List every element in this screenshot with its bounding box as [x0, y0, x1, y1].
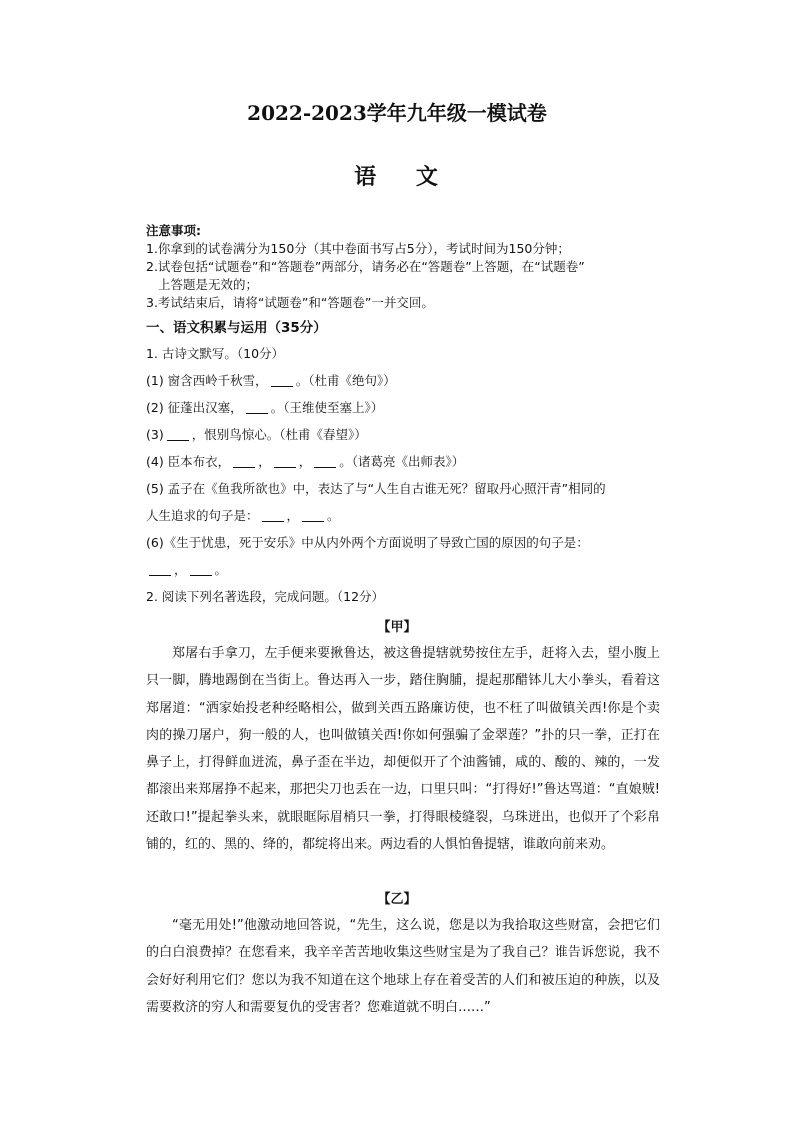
answer-blank[interactable]: [190, 561, 212, 576]
q1-line-6: (6)《生于忧患，死于安乐》中从内外两个方面说明了导致亡国的原因的句子是：: [146, 535, 589, 550]
question-2-stem: 2. 阅读下列名著选段，完成问题。（12分）: [146, 589, 385, 604]
notes-item-2-cont: 上答题是无效的；: [158, 277, 259, 292]
passage-yi-label: 【乙】: [377, 892, 417, 907]
passage-jia-label: 【甲】: [377, 620, 417, 635]
question-1-stem: 1. 古诗文默写。（10分）: [146, 346, 285, 361]
exam-title: 2022-2023学年九年级一模试卷: [247, 101, 547, 125]
q1-line-5: (5) 孟子在《鱼我所欲也》中，表达了与“人生自古谁无死？留取丹心照汗青”相同的: [146, 481, 606, 496]
q1-line-4: (4) 臣本布衣， ， ， 。（诸葛亮《出师表》）: [146, 454, 465, 469]
passage-yi: “毫无用处!”他激动地回答说，“先生，这么说，您是以为我拾取这些财富，会把它们的白白浪费掉？在您看来，我辛辛苦苦地收集这些财宝是为了我自己？谁告诉您说，我不会好好利用它们？您以为我不知道在这个地球上存在着受苦的人们和被压迫的种族，以及需要救济的穷人和需要复仇的受害者？您难道就不明白……”: [146, 918, 660, 1015]
answer-blank[interactable]: [314, 453, 336, 468]
answer-blank[interactable]: [149, 561, 171, 576]
answer-blank[interactable]: [233, 453, 255, 468]
answer-blank[interactable]: [271, 372, 293, 387]
answer-blank[interactable]: [262, 507, 284, 522]
passage-jia: 郑屠右手拿刀，左手便来要揪鲁达，被这鲁提辖就势按住左手，赶将入去，望小腹上只一脚，腾地踢倒在当街上。鲁达再入一步，踏住胸脯，提起那醋钵儿大小拳头，看着这郑屠道：“洒家始投老种经略相公，做到关西五路廉访使，也不枉了叫做镇关西!你是个卖肉的操刀屠户，狗一般的人，也叫做镇关西!你如何强骗了金翠莲？”扑的只一拳，正打在鼻子上，打得鲜血迸流，鼻子歪在半边，却便似开了个油酱铺，咸的、酸的、辣的，一发都滚出来郑屠挣不起来，那把尖刀也丢在一边，口里只叫：“打得好!”鲁达骂道：“直娘贼!还敢口!”提起拳头来，就眼眶际眉梢只一拳，打得眼棱缝裂，乌珠迸出，也似开了个彩帛铺的，红的、黑的、绛的，都绽将出来。两边看的人惧怕鲁提辖，谁敢向前来劝。: [146, 646, 660, 853]
notes-item-2: 2.试卷包括“试题卷”和“答题卷”两部分，请务必在“答题卷”上答题，在“试题卷”: [146, 259, 585, 274]
answer-blank[interactable]: [246, 399, 268, 414]
subject-char-2: 文: [415, 164, 440, 190]
answer-blank[interactable]: [302, 507, 324, 522]
subject-char-1: 语: [354, 164, 379, 190]
q1-line-3: (3) ，恨别鸟惊心。（杜甫《春望》）: [146, 427, 367, 442]
answer-blank[interactable]: [274, 453, 296, 468]
section-1-title: 一、语文积累与运用（35分）: [146, 320, 327, 336]
q1-line-1: (1) 窗含西岭千秋雪， 。（杜甫《绝句》）: [146, 373, 396, 388]
notes-heading: 注意事项:: [146, 223, 201, 238]
notes-item-3: 3.考试结束后，请将“试题卷”和“答题卷”一并交回。: [146, 295, 434, 310]
answer-blank[interactable]: [167, 426, 189, 441]
exam-notes: [146, 222, 666, 312]
q1-line-5-cont: 人生追求的句子是： ， 。: [146, 508, 340, 523]
q1-line-2: (2) 征蓬出汉塞， 。（王维使至塞上》）: [146, 400, 384, 415]
q1-line-6-cont: ， 。: [146, 556, 666, 583]
subject-heading: [0, 160, 794, 191]
question-1: [146, 340, 666, 583]
notes-item-1: 1.你拿到的试卷满分为150分（其中卷面书写占5分），考试时间为150分钟；: [146, 241, 570, 256]
